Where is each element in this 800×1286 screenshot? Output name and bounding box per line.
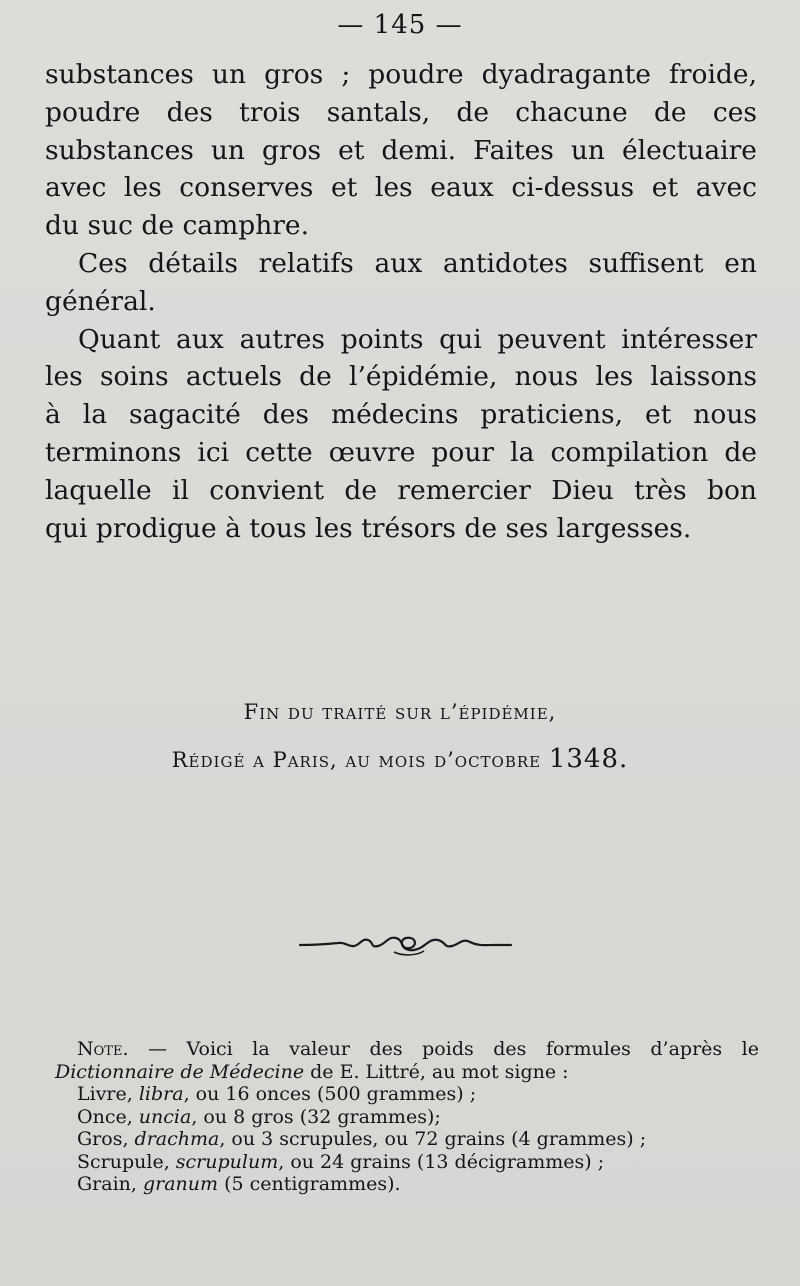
weight-latin: libra: [138, 1083, 184, 1105]
weight-item: [55, 1173, 759, 1196]
paragraph-3: [45, 321, 757, 548]
footnote-line: [55, 1038, 759, 1061]
text-line: Quant aux autres points qui peuvent intéresser: [78, 323, 757, 355]
footnote-line: [55, 1061, 759, 1084]
text-line: à la sagacité des médecins praticiens, et nous: [45, 399, 757, 431]
weight-latin: uncia: [138, 1105, 192, 1128]
weight-name: Once,: [77, 1105, 139, 1128]
text-line: laquelle il convient de remercier Dieu très bon: [45, 474, 757, 506]
weight-value: , ou 8 gros (32 grammes);: [191, 1105, 441, 1128]
weight-value: , ou 24 grains (13 décigrammes) ;: [278, 1150, 605, 1173]
paragraph-2: [45, 245, 757, 321]
weight-value: , ou 3 scrupules, ou 72 grains (4 grammes) ;: [219, 1128, 647, 1150]
text-line: terminons ici cette œuvre pour la compilation de: [45, 436, 757, 468]
colophon-line-2: [0, 744, 800, 774]
weight-value: (5 centigrammes).: [218, 1173, 401, 1195]
text-line: substances un gros ; poudre dyadragante froide,: [45, 59, 757, 90]
paragraph-1: [45, 56, 757, 245]
text-line: général.: [45, 285, 156, 317]
weight-latin: granum: [142, 1173, 219, 1195]
weight-name: Grain,: [77, 1173, 143, 1195]
weight-item: [55, 1151, 759, 1174]
colophon-year: 1348.: [548, 744, 629, 774]
weight-value: , ou 16 onces (500 grammes) ;: [183, 1083, 477, 1105]
footnote-source: de E. Littré, au mot signe :: [304, 1060, 569, 1083]
footnote-intro: — Voici la valeur des poids des formules d’après le: [128, 1038, 759, 1060]
weight-latin: scrupulum: [175, 1150, 279, 1173]
text-line: du suc de camphre.: [45, 210, 310, 242]
colophon-line-1: Fin du traité sur l’épidémie,: [243, 700, 557, 724]
weight-name: Gros,: [77, 1128, 135, 1150]
text-line: poudre des trois santals, de chacune de ces: [45, 96, 757, 128]
text-line: substances un gros et demi. Faites un électuaire: [45, 134, 757, 166]
text-line: Ces détails relatifs aux antidotes suffisent en: [78, 247, 757, 279]
text-line: avec les conserves et les eaux ci-dessus et avec: [45, 172, 757, 204]
weight-latin: drachma: [134, 1128, 220, 1150]
colophon-text: Rédigé a Paris, au mois d’octobre: [171, 748, 542, 772]
scroll-flourish-ornament-icon: [298, 926, 513, 960]
weight-item: [55, 1128, 759, 1151]
weight-item: [55, 1083, 759, 1106]
text-line: les soins actuels de l’épidémie, nous les laissons: [45, 361, 757, 393]
weight-item: [55, 1106, 759, 1129]
body-text: [45, 56, 757, 547]
footnote: [55, 1038, 759, 1196]
footnote-label: Note.: [77, 1038, 129, 1060]
weight-name: Scrupule,: [77, 1150, 176, 1173]
dictionary-title: Dictionnaire de Médecine: [55, 1060, 305, 1083]
weight-name: Livre,: [77, 1083, 139, 1105]
text-line: qui prodigue à tous les trésors de ses largesses.: [45, 512, 692, 544]
page-number: — 145 —: [337, 10, 463, 40]
